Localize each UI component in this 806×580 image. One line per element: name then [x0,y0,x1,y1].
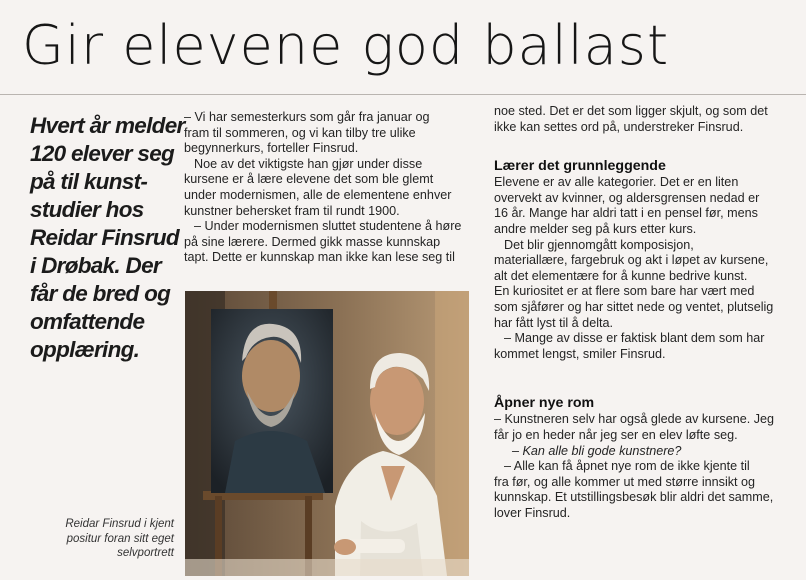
body-line: – Kunstneren selv har også glede av kursene. Jeg [494,412,775,427]
headline: Gir elevene god ballast [22,14,670,77]
body-line: kunstner behersket fram til rundt 1900. [184,203,400,218]
body-line: Elevene er av alle kategorier. Det er en liten [494,175,739,190]
caption-line: positur foran sitt eget [66,532,174,545]
body-line: får jo en heder når jeg ser en elev løfte seg. [494,427,738,442]
body-line: tapt. Dette er kunnskap man ikke kan lese seg til [184,250,455,265]
body-line: – Alle kan få åpnet nye rom de ikke kjente til [504,459,750,474]
photo-illustration [185,291,469,576]
body-line: kunnskap. Et utstillingsbesøk blir aldri det samme, [494,490,774,505]
middle-column [184,110,484,266]
body-line: – Under modernismen sluttet studentene å høre [194,219,462,234]
body-line: kommet lengst, smiler Finsrud. [494,346,666,361]
photo-caption [34,517,174,561]
section-heading: Åpner nye rom [494,395,595,412]
body-line: andre melder seg på kurs etter kurs. [494,221,697,236]
body-line: har fått lyst til å delta. [494,315,613,330]
section-heading: Lærer det grunnleggende [494,158,666,175]
body-line: En kuriositet er at flere som bare har vært med [494,284,755,299]
body-line: noe sted. Det er det som ligger skjult, og som det [494,104,768,118]
body-line: som sjåfører og har sittet nede og ventet, plutselig [494,299,774,314]
body-line: – Kan alle bli gode kunstnere? [512,443,682,458]
body-line: lover Finsrud. [494,505,571,520]
body-line: kursene er å lære elevene det som ble glemt [184,172,434,187]
portrait-photo [185,291,469,576]
body-line: Noe av det viktigste han gjør under disse [194,156,423,171]
intro-line: opplæring. [30,337,140,362]
intro-line: Reidar Finsrud [30,225,179,250]
intro-line: får de bred og [30,281,171,306]
intro-text [30,112,185,364]
body-line: begynnerkurs, forteller Finsrud. [184,141,359,156]
body-line: 16 år. Mange har aldri tatt i en pensel før, mens [494,206,758,221]
body-line: Det blir gjennomgått komposisjon, [504,237,694,252]
body-line: – Vi har semesterkurs som går fra januar og [184,110,430,124]
intro-line: i Drøbak. Der [30,253,161,278]
body-line: under modernismen, alle de elementene enhver [184,187,452,202]
caption-line: Reidar Finsrud i kjent [65,518,174,530]
intro-line: Hvert år melder [30,113,185,138]
body-line: – Mange av disse er faktisk blant dem som har [504,331,765,346]
intro-line: studier hos [30,197,144,222]
body-line: fra før, og alle kommer ut med større innsikt og [494,474,756,489]
body-line: på sine lærere. Dermed gikk masse kunnskap [184,234,441,249]
body-line: fram til sommeren, og vi kan tilby tre ulike [184,125,416,140]
intro-line: 120 elever seg [30,141,175,166]
divider [0,94,806,95]
intro-line: omfattende [30,309,145,334]
right-column [494,104,804,521]
body-line: alt det elementære for å kunne bedrive kunst. [494,268,748,283]
body-line: ikke kan settes ord på, understreker Finsrud. [494,119,744,134]
intro-line: på til kunst- [30,169,148,194]
caption-line: selvportrett [117,547,174,559]
body-line: overvekt av kvinner, og aldersgrensen nedad er [494,190,760,205]
body-line: materiallære, fargebruk og akt i løpet av kursene, [494,253,769,268]
